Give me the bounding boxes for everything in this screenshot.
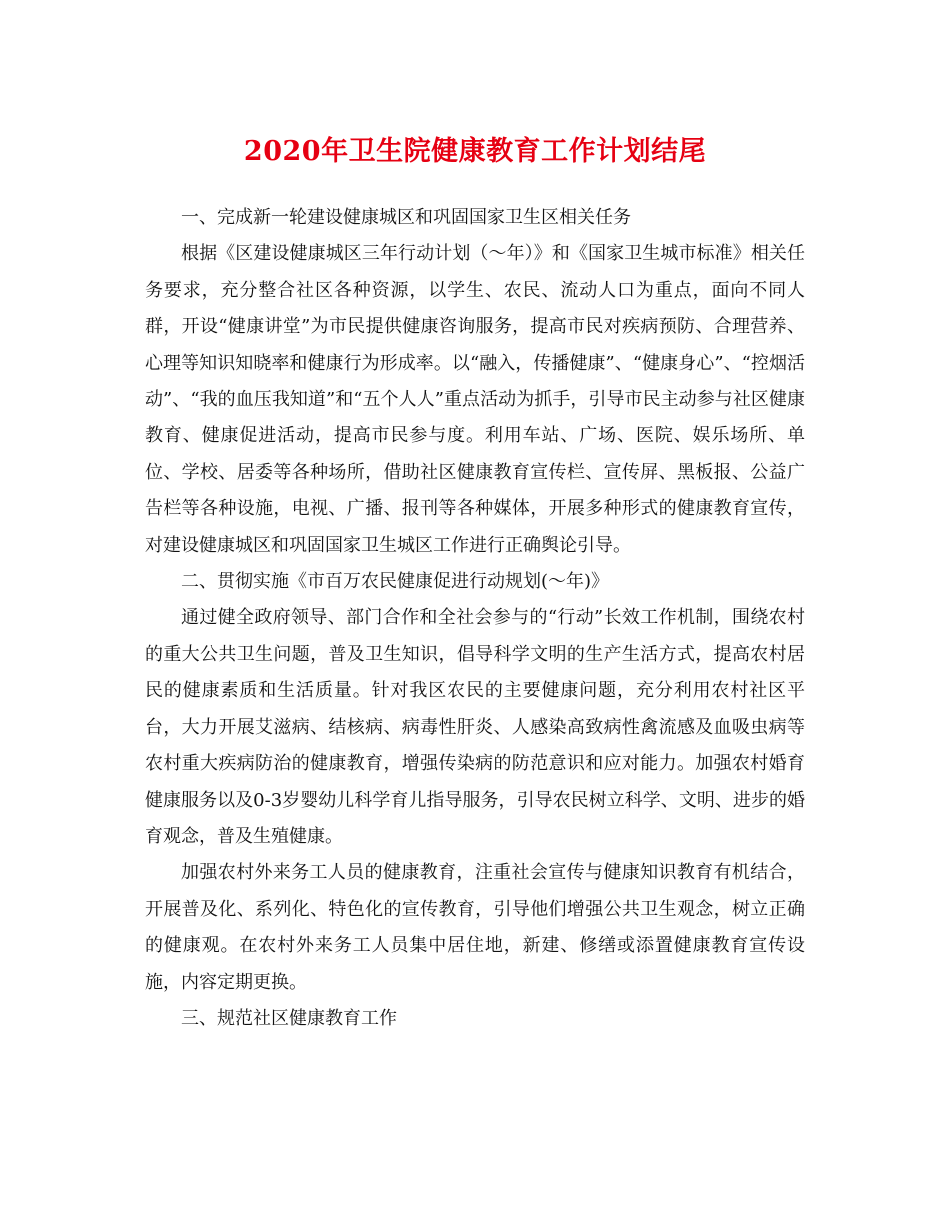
document-body xyxy=(145,200,805,1037)
section-heading-3: 三、规范社区健康教育工作 xyxy=(181,1007,397,1029)
body-paragraph-2: 通过健全政府领导、部门合作和全社会参与的“行动”长效工作机制，围绕农村的重大公共卫生问题，普及卫生知识，倡导科学文明的生产生活方式，提高农村居民的健康素质和生活质量。针对我区农民的主要健康问题，充分利用农村社区平台，大力开展艾滋病、结核病、病毒性肝炎、人感染高致病性禽流感及血吸虫病等农村重大疾病防治的健康教育，增强传染病的防范意识和应对能力。加强农村婚育健康服务以及0-3岁婴幼儿科学育儿指导服务，引导农民树立科学、文明、进步的婚育观念，普及生殖健康。 xyxy=(145,607,805,847)
document-title: 2020年卫生院健康教育工作计划结尾 xyxy=(243,136,707,167)
section-heading-1: 一、完成新一轮建设健康城区和巩固国家卫生区相关任务 xyxy=(181,207,631,228)
section-heading-2: 二、贯彻实施《市百万农民健康促进行动规划(～年)》 xyxy=(181,571,610,593)
body-paragraph-3: 加强农村外来务工人员的健康教育，注重社会宣传与健康知识教育有机结合，开展普及化、系列化、特色化的宣传教育，引导他们增强公共卫生观念，树立正确的健康观。在农村外来务工人员集中居住地，新建、修缮或添置健康教育宣传设施，内容定期更换。 xyxy=(145,862,805,993)
body-paragraph-1: 根据《区建设健康城区三年行动计划（～年）》和《国家卫生城市标准》相关任务要求，充分整合社区各种资源，以学生、农民、流动人口为重点，面向不同人群，开设“健康讲堂”为市民提供健康咨询服务，提高市民对疾病预防、合理营养、心理等知识知晓率和健康行为形成率。以“融入，传播健康”、“健康身心”、“控烟活动”、“我的血压我知道”和“五个人人”重点活动为抓手，引导市民主动参与社区健康教育、健康促进活动，提高市民参与度。利用车站、广场、医院、娱乐场所、单位、学校、居委等各种场所，借助社区健康教育宣传栏、宣传屏、黑板报、公益广告栏等各种设施，电视、广播、报刊等各种媒体，开展多种形式的健康教育宣传，对建设健康城区和巩固国家卫生城区工作进行正确舆论引导。 xyxy=(145,243,805,556)
